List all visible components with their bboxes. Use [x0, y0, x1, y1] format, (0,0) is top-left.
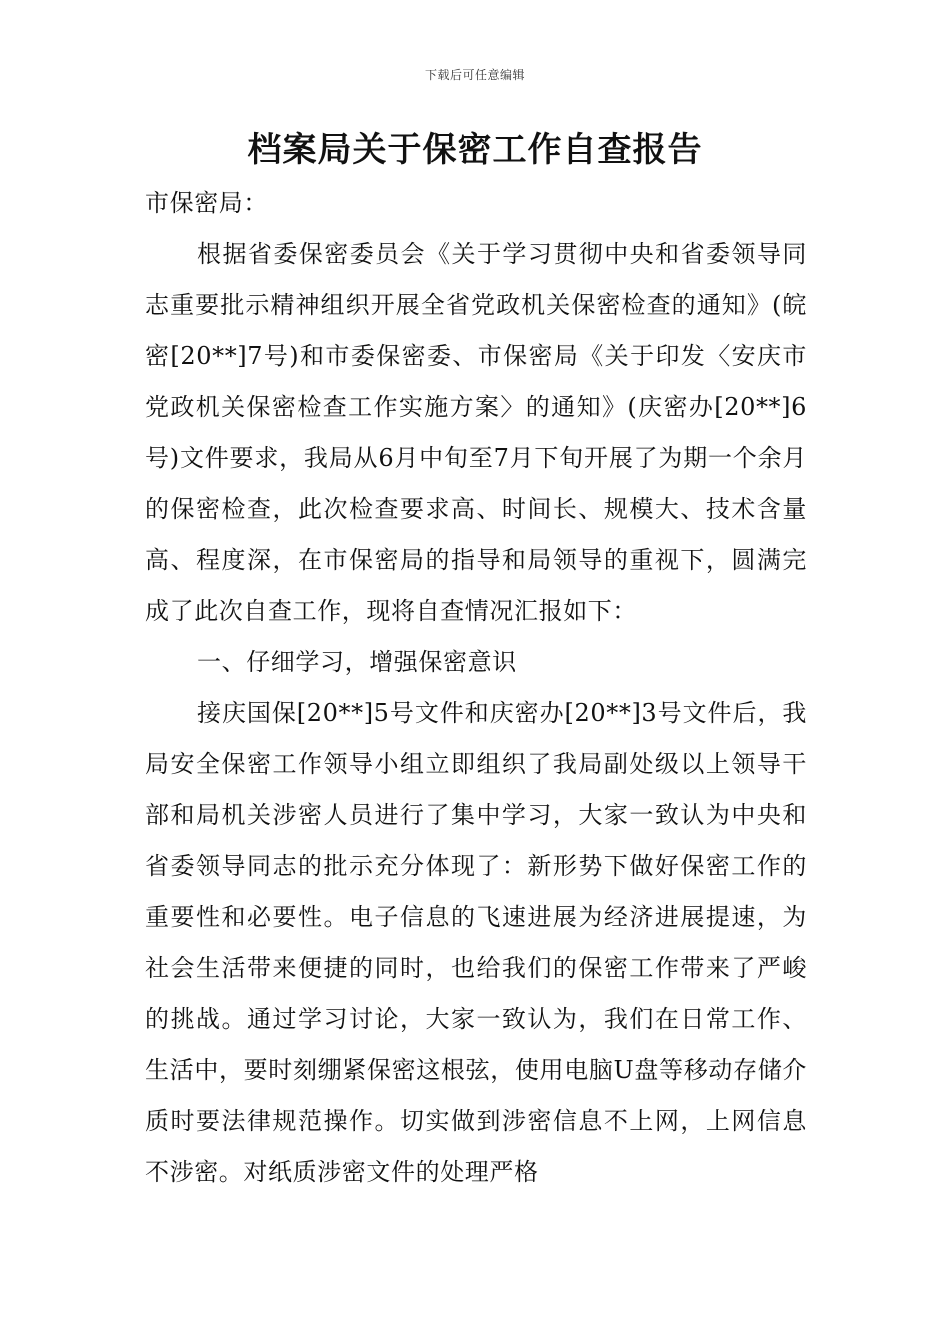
paragraph-study: 接庆国保[20**]5号文件和庆密办[20**]3号文件后，我局安全保密工作领导小组立即组织了我局副处级以上领导干部和局机关涉密人员进行了集中学习，大家一致认为中央和省委领导同志的批示充分体现了：新形势下做好保密工作的重要性和必要性。电子信息的飞速进展为经济进展提速，为社会生活带来便捷的同时，也给我们的保密工作带来了严峻的挑战。通过学习讨论，大家一致认为，我们在日常工作、生活中，要时刻绷紧保密这根弦，使用电脑U盘等移动存储介质时要法律规范操作。切实做到涉密信息不上网，上网信息不涉密。对纸质涉密文件的处理严格 — [145, 699, 807, 1186]
document-body — [145, 178, 807, 1198]
section-heading: 一、仔细学习，增强保密意识 — [197, 648, 517, 676]
header-note: 下载后可任意编辑 — [424, 68, 525, 82]
document-title: 档案局关于保密工作自查报告 — [247, 130, 703, 170]
salutation: 市保密局： — [145, 189, 268, 217]
paragraph-intro: 根据省委保密委员会《关于学习贯彻中央和省委领导同志重要批示精神组织开展全省党政机关保密检查的通知》(皖密[20**]7号)和市委保密委、市保密局《关于印发〈安庆市党政机关保密检查工作实施方案〉的通知》(庆密办[20**]6号)文件要求，我局从6月中旬至7月下旬开展了为期一个余月的保密检查，此次检查要求高、时间长、规模大、技术含量高、程度深，在市保密局的指导和局领导的重视下，圆满完成了此次自查工作，现将自查情况汇报如下： — [145, 240, 807, 625]
